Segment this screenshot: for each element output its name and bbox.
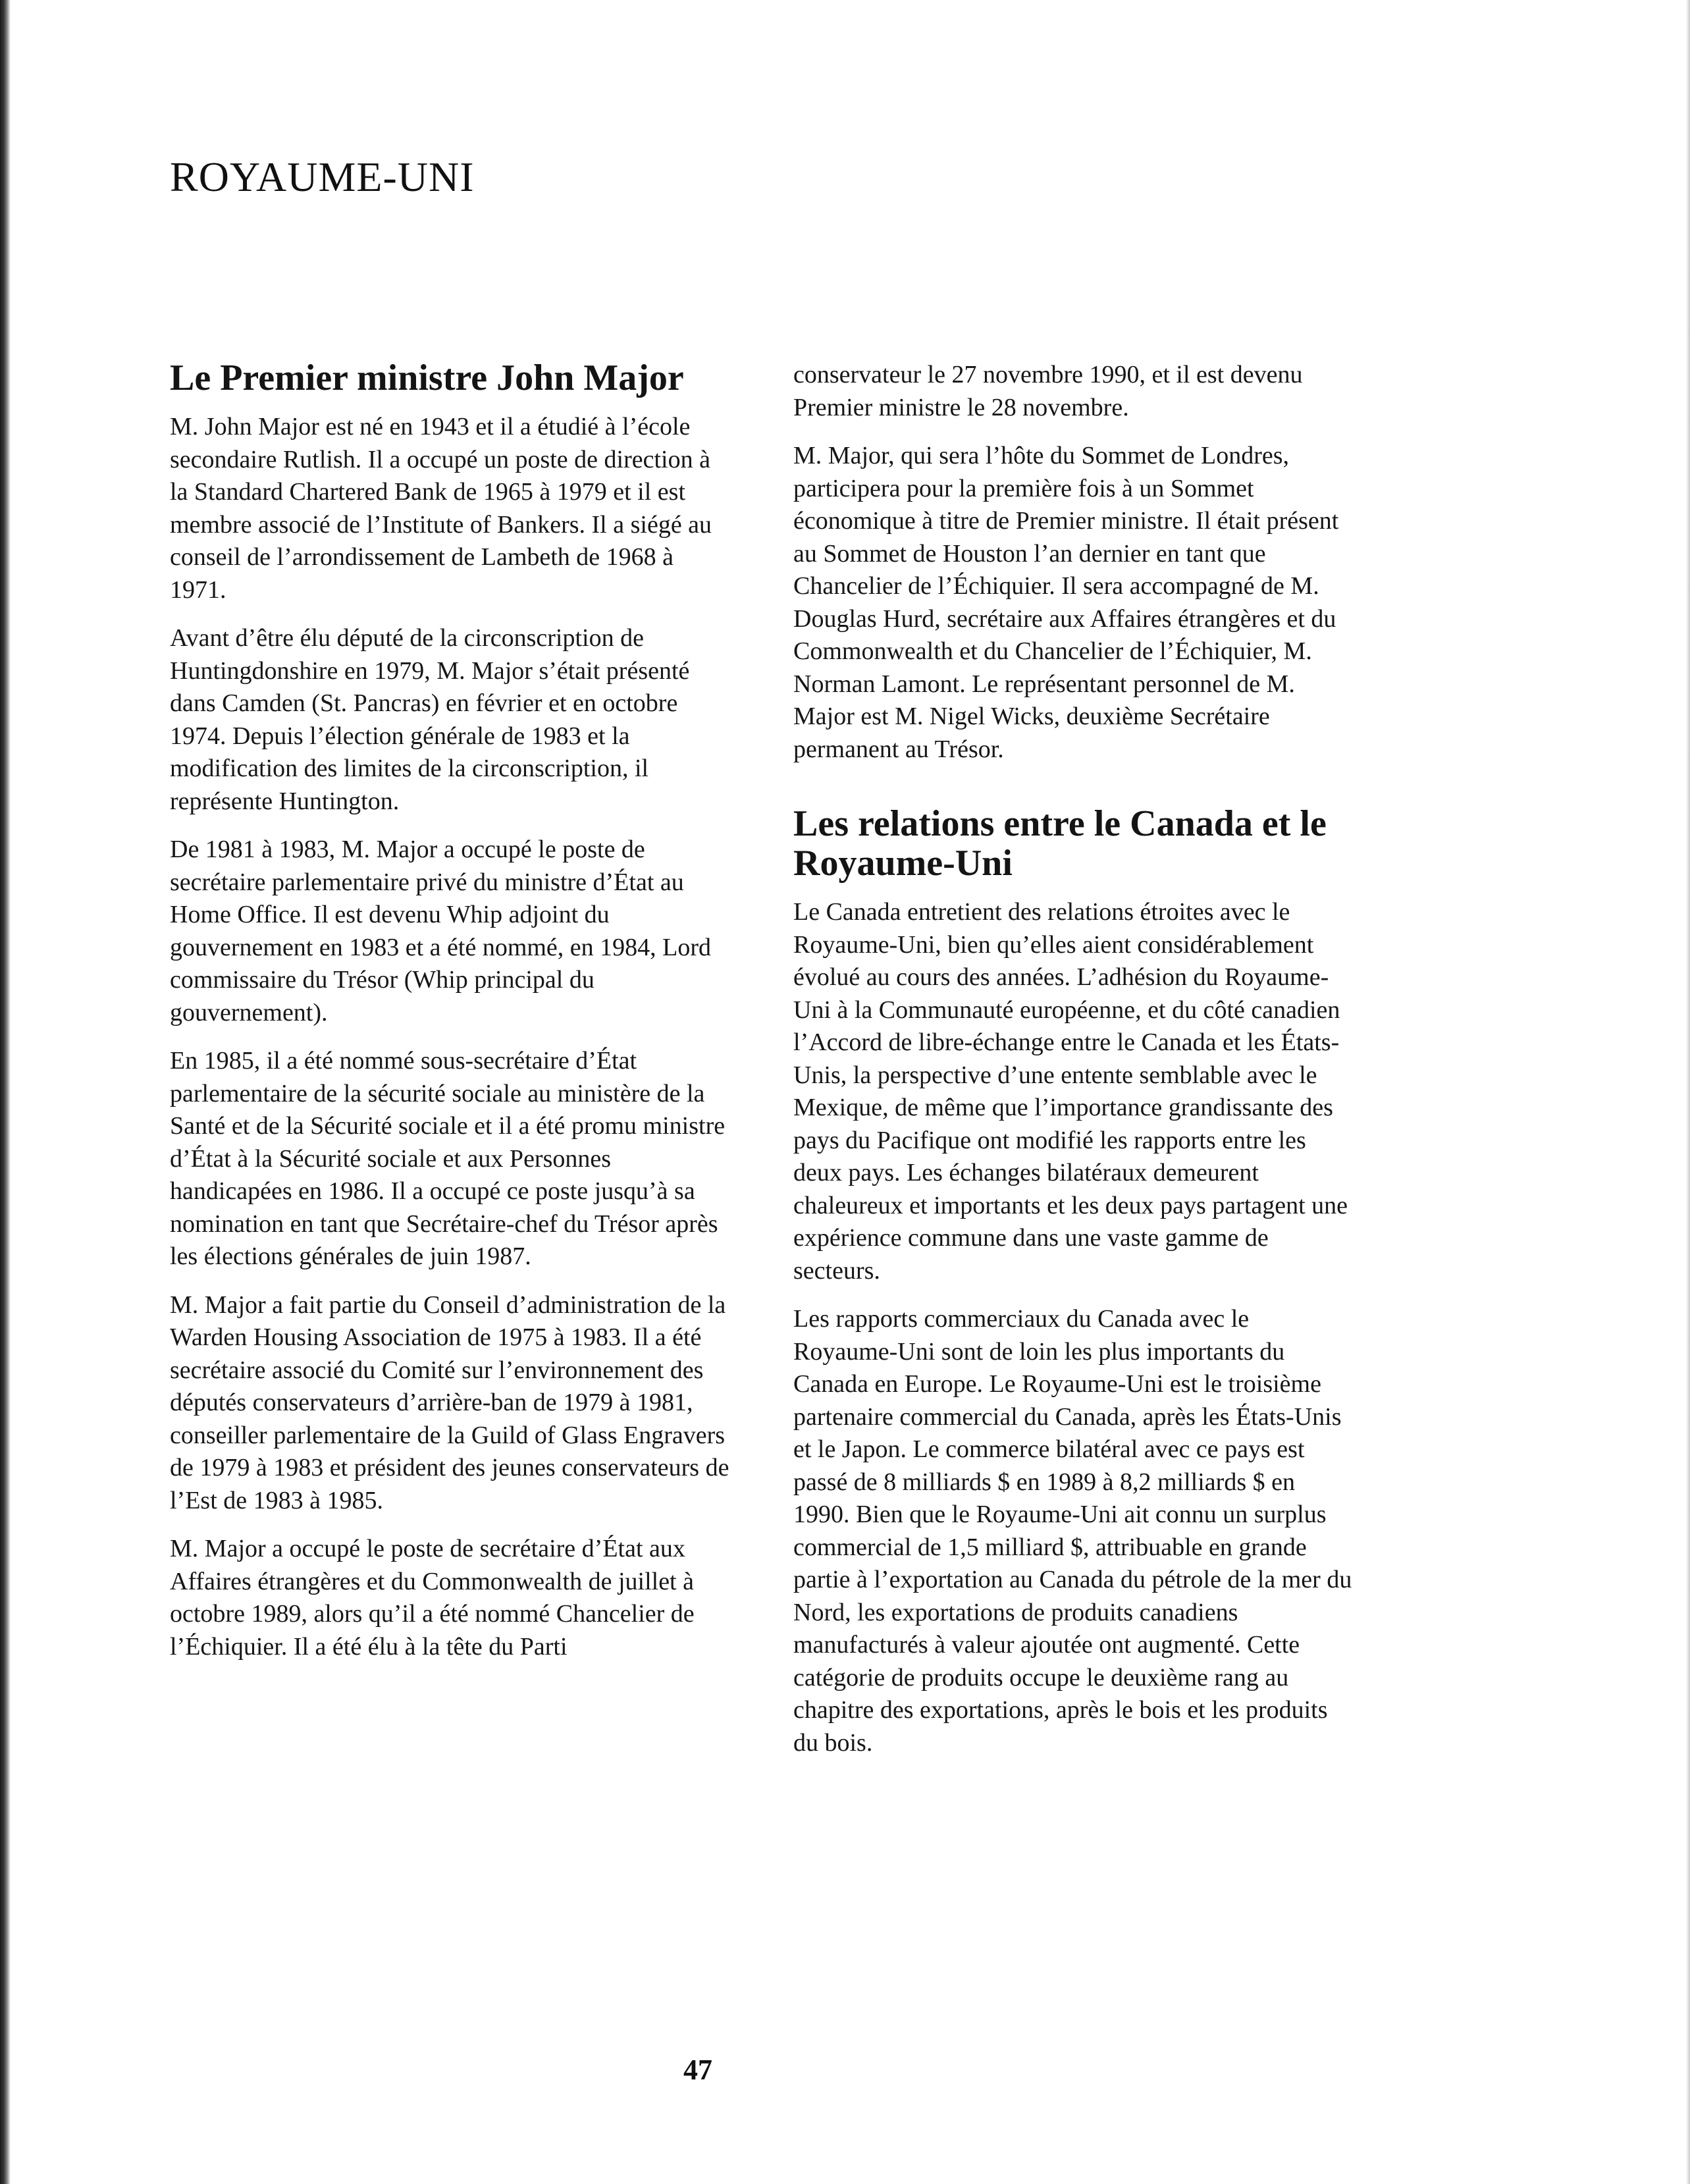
section-heading-relations: Les relations entre le Canada et le Royaume-Uni — [793, 803, 1327, 884]
section-heading-prime-minister: Le Premier ministre John Major — [170, 358, 684, 398]
right-column — [793, 359, 1353, 1775]
paragraph-biography-election: Avant d’être élu député de la circonscription de Huntingdonshire en 1979, M. Major s’était présenté dans Camden (St. Pancras) en février et en octobre 1974. Depuis l’élection générale de 1983 et la modification des limites de la circonscription, il représente Huntington. — [170, 624, 690, 815]
paragraph-summit: M. Major, qui sera l’hôte du Sommet de Londres, participera pour la première fois à un Sommet économique à titre de Premier ministre. Il était présent au Sommet de Houston l’an dernier en tant que Chancelier de l’Échiquier. Il sera accompagné de M. Douglas Hurd, secrétaire aux Affaires étrangères et du Commonwealth et du Chancelier de l’Échiquier, M. Norman Lamont. Le représentant personnel de M. Major est M. Nigel Wicks, deuxième Secrétaire permanent au Trésor. — [793, 442, 1339, 763]
paragraph-biography-1985: En 1985, il a été nommé sous-secrétaire d’État parlementaire de la sécurité sociale au ministère de la Santé et de la Sécurité sociale et il a été promu ministre d’État à la Sécurité sociale et aux Personnes handicapées en 1986. Il a occupé ce poste jusqu’à sa nomination en tant que Secrétaire-chef du Trésor après les élections générales de juin 1987. — [170, 1047, 726, 1270]
paragraph-biography-foreign-affairs: M. Major a occupé le poste de secrétaire d’État aux Affaires étrangères et du Commonwealth de juillet à octobre 1989, alors qu’il a été nommé Chancelier de l’Échiquier. Il a été élu à la tête du Parti — [170, 1535, 695, 1661]
paragraph-biography-associations: M. Major a fait partie du Conseil d’administration de la Warden Housing Association de 1975 à 1983. Il a été secrétaire associé du Comité sur l’environnement des députés conservateurs d’arrière-ban de 1979 à 1981, conseiller parlementaire de la Guild of Glass Engravers de 1979 à 1983 et président des jeunes conservateurs de l’Est de 1983 à 1985. — [170, 1291, 729, 1514]
paragraph-biography-early: M. John Major est né en 1943 et il a étudié à l’école secondaire Rutlish. Il a occupé un poste de direction à la Standard Chartered Bank de 1965 à 1979 et il est membre associé de l’Institute of Bankers. Il a siégé au conseil de l’arrondissement de Lambeth de 1968 à 1971. — [170, 413, 712, 604]
page-number: 47 — [683, 2054, 712, 2086]
left-column — [170, 358, 729, 1679]
scan-edge-shadow — [0, 0, 11, 2184]
paragraph-continuation: conservateur le 27 novembre 1990, et il est devenu Premier ministre le 28 novembre. — [793, 361, 1303, 421]
paragraph-trade: Les rapports commerciaux du Canada avec le Royaume-Uni sont de loin les plus importants du Canada en Europe. Le Royaume-Uni est le troisième partenaire commercial du Canada, après les États-Unis et le Japon. Le commerce bilatéral avec ce pays est passé de 8 milliards $ en 1989 à 8,2 milliards $ en 1990. Bien que le Royaume-Uni ait connu un surplus commercial de 1,5 milliard $, attribuable en grande partie à l’exportation au Canada du pétrole de la mer du Nord, les exportations de produits canadiens manufacturés à valeur ajoutée ont augmenté. Cette catégorie de produits occupe le deuxième rang au chapitre des exportations, après le bois et les produits du bois. — [793, 1305, 1352, 1757]
paragraph-relations: Le Canada entretient des relations étroites avec le Royaume-Uni, bien qu’elles aient considérablement évolué au cours des années. L’adhésion du Royaume-Uni à la Communauté européenne, et du côté canadien l’Accord de libre-échange entre le Canada et les États-Unis, la perspective d’une entente semblable avec le Mexique, de même que l’importance grandissante des pays du Pacifique ont modifié les rapports entre les deux pays. Les échanges bilatéraux demeurent chaleureux et importants et les deux pays partagent une expérience commune dans une vaste gamme de secteurs. — [793, 898, 1348, 1285]
scan-edge-right-shadow — [1686, 0, 1690, 2184]
page-title: ROYAUME-UNI — [170, 153, 475, 200]
paragraph-biography-1981: De 1981 à 1983, M. Major a occupé le poste de secrétaire parlementaire privé du ministre d’État au Home Office. Il est devenu Whip adjoint du gouvernement en 1983 et a été nommé, en 1984, Lord commissaire du Trésor (Whip principal du gouvernement). — [170, 836, 712, 1026]
